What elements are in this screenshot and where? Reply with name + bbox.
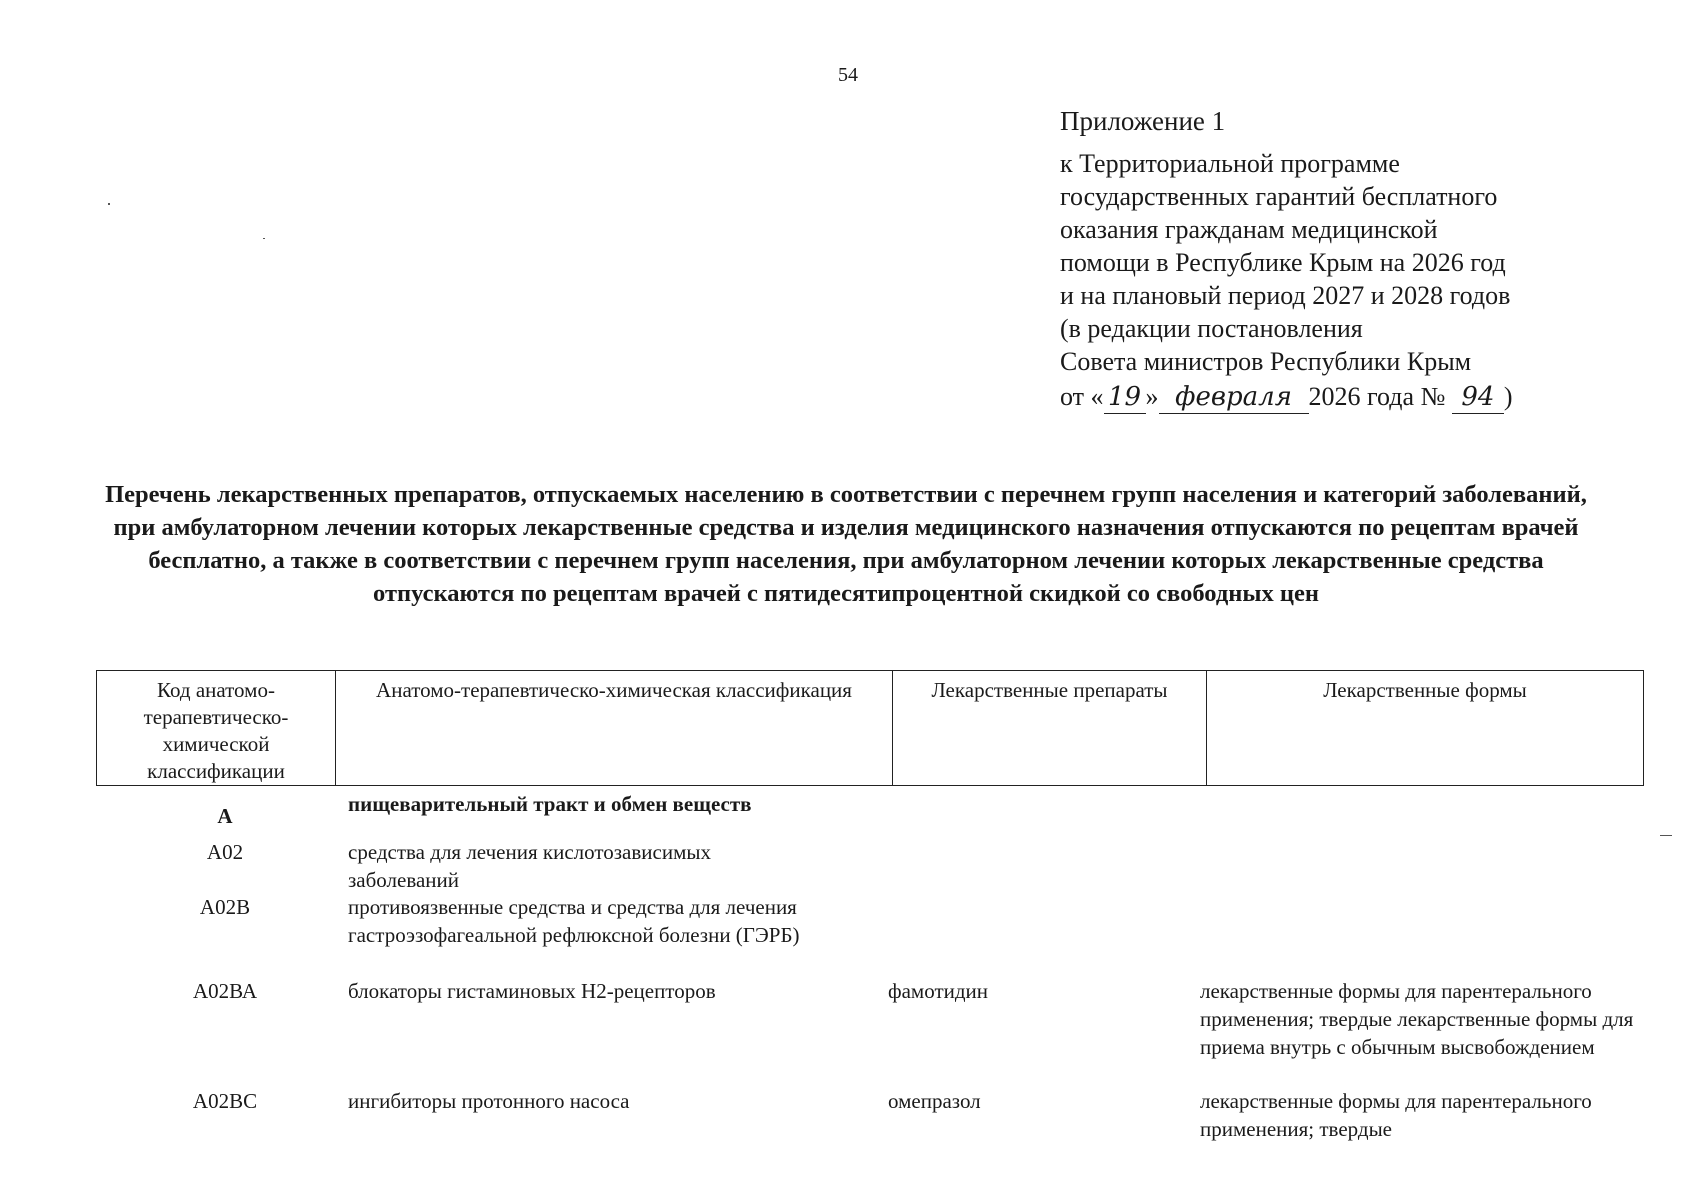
row-code: А	[217, 804, 233, 828]
row-atc: противоязвенные средства и средства для лечения гастроэзофагеальной рефлюксной болезни (ГЭРБ)	[348, 895, 800, 947]
row-atc: ингибиторы протонного насоса	[348, 1089, 630, 1113]
date-suffix: )	[1503, 382, 1513, 411]
scan-speck	[1660, 835, 1672, 836]
date-year-text: 2026 года №	[1308, 382, 1446, 411]
row-code: А02ВА	[192, 979, 257, 1003]
scan-speck	[263, 238, 265, 239]
table-header	[96, 670, 1644, 786]
scan-speck	[108, 203, 110, 205]
appendix-line: помощи в Республике Крым на 2026 год	[1060, 248, 1506, 277]
header-atc: Анатомо-терапевтическо-химическая классификация	[336, 671, 893, 786]
document-title: Перечень лекарственных препаратов, отпускаемых населению в соответствии с перечнем групп населения и категорий заболеваний, при амбулаторном лечении которых лекарственные средства и изделия медицинского назначения отпускаются по рецептам врачей бесплатно, а также в соответствии с перечнем групп населения, при амбулаторном лечении которых лекарственные средства отпускаются по рецептам врачей с пятидесятипроцентной скидкой со свободных цен	[105, 481, 1587, 607]
header-code: Код анатомо-терапевтическо-химической классификации	[97, 671, 336, 786]
row-code: А02	[206, 840, 244, 864]
row-atc: блокаторы гистаминовых Н2-рецепторов	[348, 979, 716, 1003]
handwritten-number: 94	[1452, 381, 1504, 414]
row-atc: пищеварительный тракт и обмен веществ	[348, 792, 752, 816]
appendix-line: и на плановый период 2027 и 2028 годов	[1060, 281, 1511, 310]
date-mid: »	[1145, 382, 1159, 411]
handwritten-month: февраля	[1159, 381, 1309, 414]
header-forms: Лекарственные формы	[1207, 671, 1644, 786]
row-code: А02В	[199, 895, 251, 919]
page-number: 54	[838, 64, 858, 86]
appendix-line: к Территориальной программе	[1060, 149, 1400, 178]
header-drugs: Лекарственные препараты	[893, 671, 1207, 786]
row-form: лекарственные формы для парентерального применения; твердые	[1200, 1089, 1592, 1141]
handwritten-day: 19	[1104, 381, 1146, 414]
row-atc: средства для лечения кислотозависимых заболеваний	[348, 840, 711, 892]
row-code: А02ВС	[192, 1089, 258, 1113]
date-prefix: от «	[1060, 382, 1104, 411]
appendix-line: государственных гарантий бесплатного	[1060, 182, 1498, 211]
row-drug: омепразол	[888, 1089, 981, 1113]
appendix-line: (в редакции постановления	[1060, 314, 1363, 343]
appendix-title: Приложение 1	[1060, 106, 1226, 136]
appendix-line: оказания гражданам медицинской	[1060, 215, 1438, 244]
appendix-date-line	[1060, 381, 1513, 414]
row-drug: фамотидин	[888, 979, 989, 1003]
appendix-line: Совета министров Республики Крым	[1060, 347, 1472, 376]
row-form: лекарственные формы для парентерального применения; твердые лекарственные формы для приема внутрь с обычным высвобождением	[1200, 979, 1634, 1059]
